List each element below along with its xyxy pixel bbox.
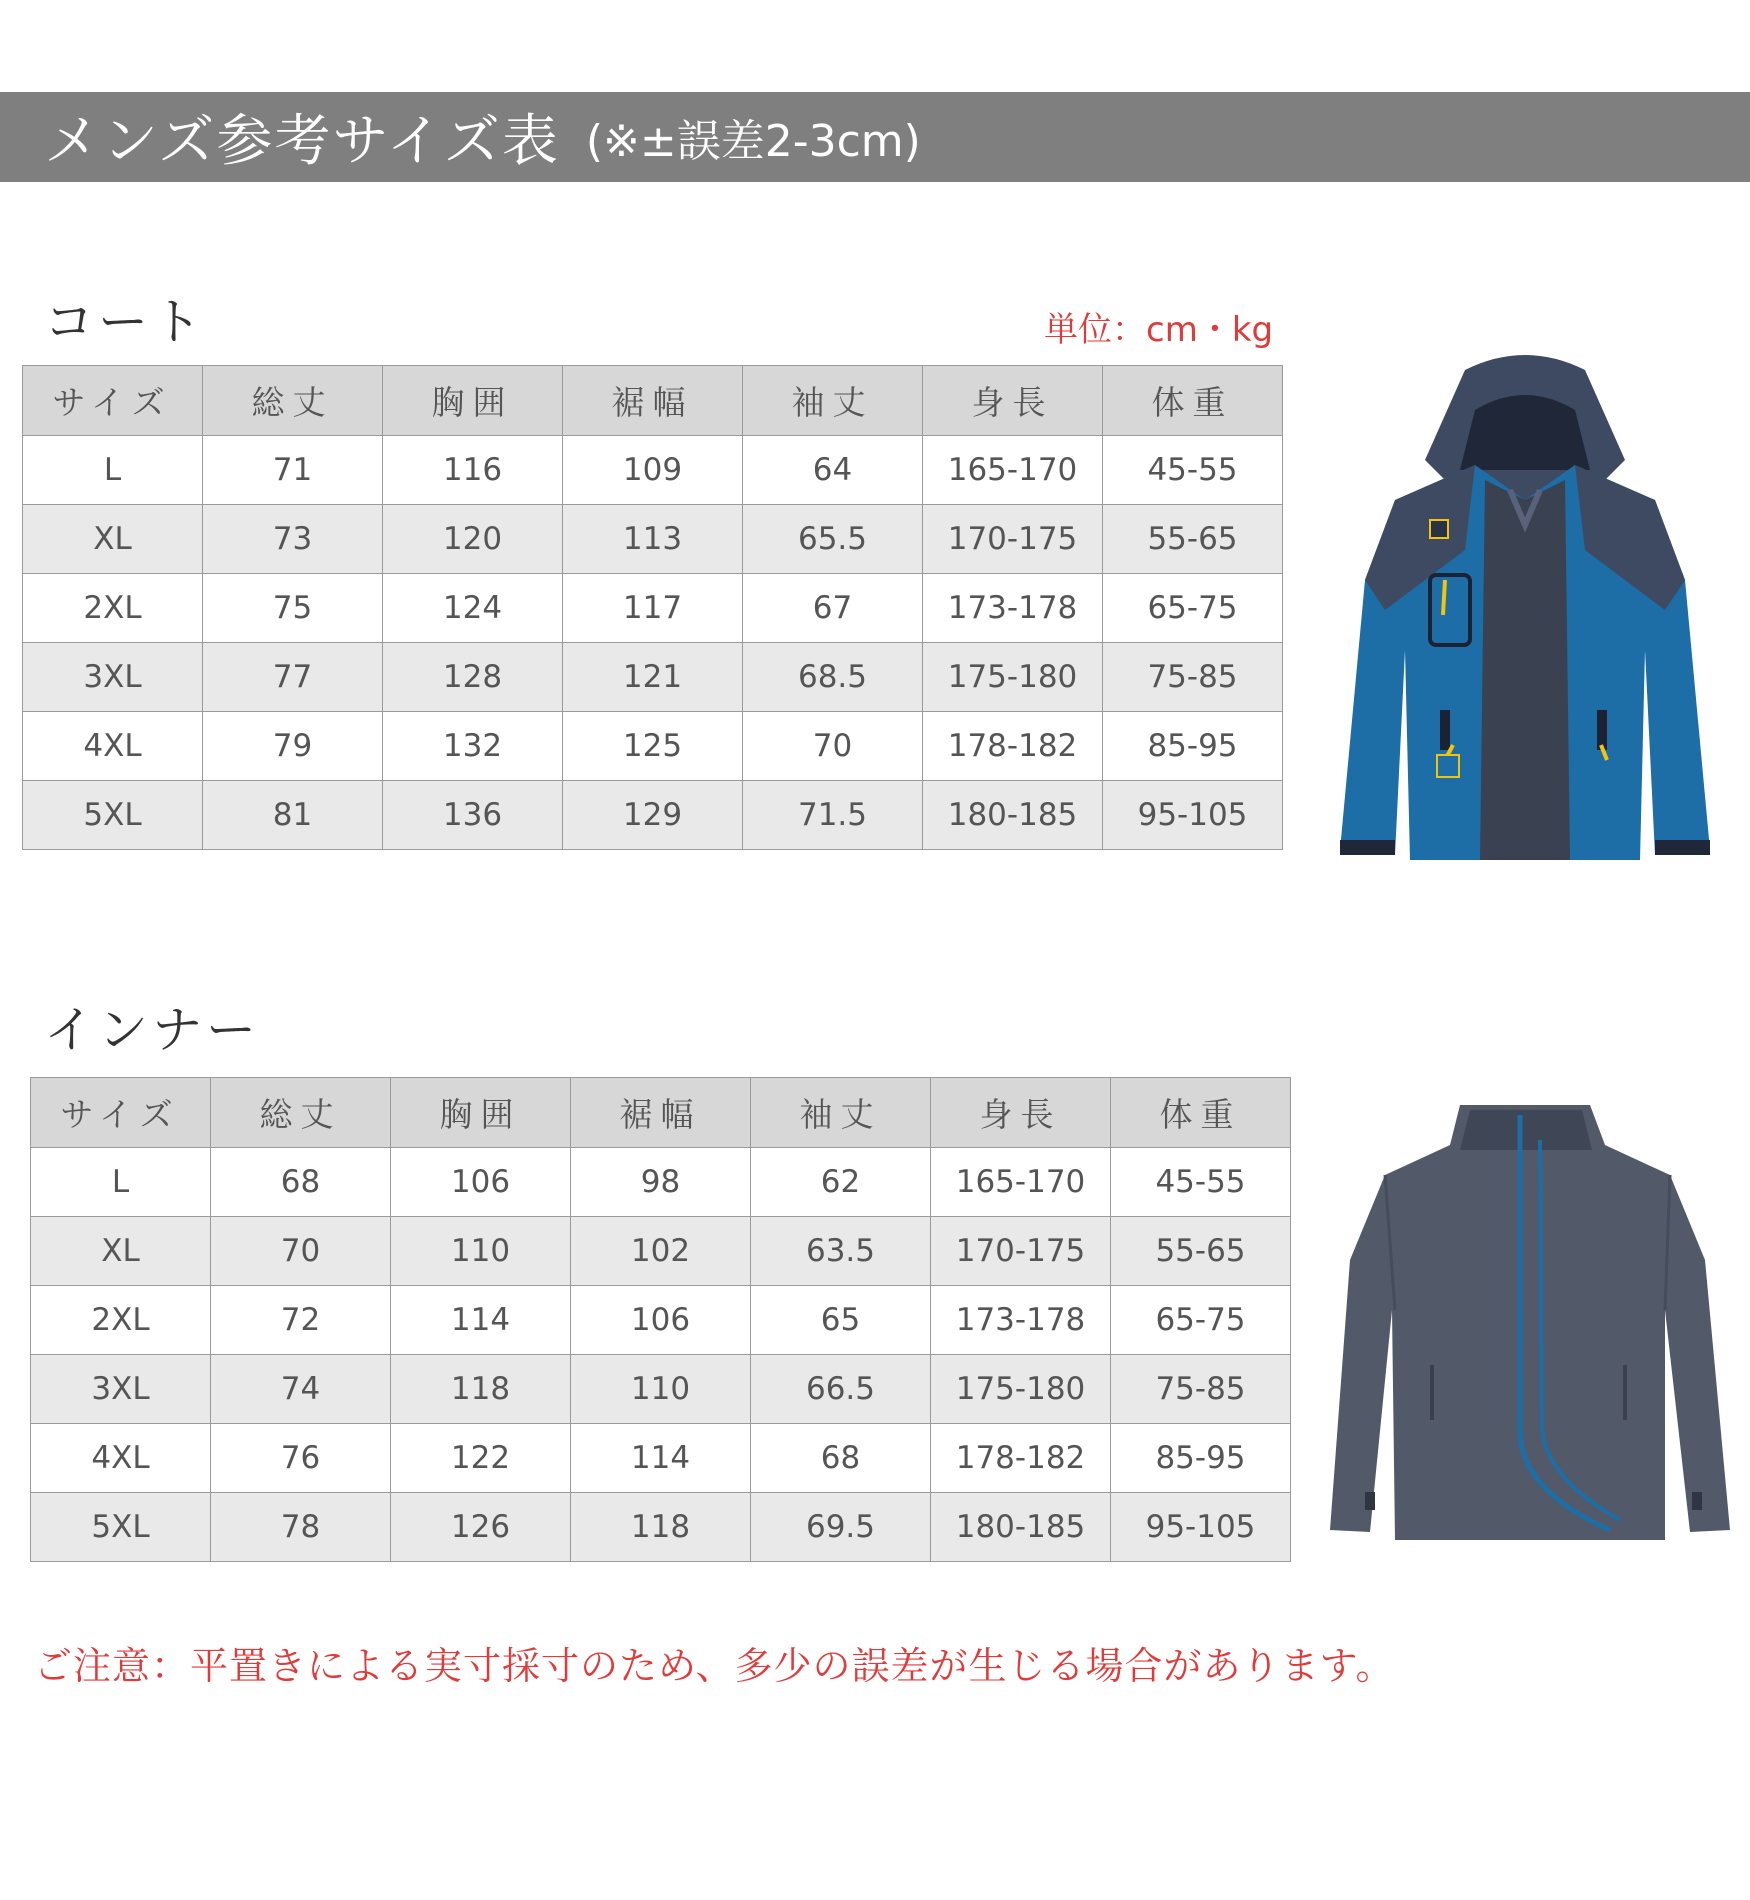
table-cell: 67 [743, 574, 923, 643]
table-cell: 114 [391, 1286, 571, 1355]
table-cell: 65 [751, 1286, 931, 1355]
table-cell: 2XL [23, 574, 203, 643]
table-cell: 68 [751, 1424, 931, 1493]
column-header: 袖丈 [743, 366, 923, 436]
table-cell: 113 [563, 505, 743, 574]
table-cell: 68.5 [743, 643, 923, 712]
table-cell: 68 [211, 1148, 391, 1217]
table-row [31, 1493, 1291, 1562]
table-cell: 129 [563, 781, 743, 850]
unit-label: 単位：cm・kg [1044, 310, 1274, 350]
column-header: 身長 [931, 1078, 1111, 1148]
table-cell: 75 [203, 574, 383, 643]
table-cell: 2XL [31, 1286, 211, 1355]
table-row [23, 781, 1283, 850]
table-cell: 180-185 [923, 781, 1103, 850]
table-cell: 165-170 [923, 436, 1103, 505]
table-row [23, 436, 1283, 505]
table-cell: 95-105 [1103, 781, 1283, 850]
table-header-row [31, 1078, 1291, 1148]
table-row [31, 1286, 1291, 1355]
column-header: 裾幅 [563, 366, 743, 436]
column-header: 袖丈 [751, 1078, 931, 1148]
table-cell: 121 [563, 643, 743, 712]
table-cell: 65.5 [743, 505, 923, 574]
table-cell: 126 [391, 1493, 571, 1562]
table-cell: 180-185 [931, 1493, 1111, 1562]
table-cell: 65-75 [1103, 574, 1283, 643]
column-header: 体重 [1103, 366, 1283, 436]
tolerance-note: (※±誤差2-3cm) [585, 116, 921, 167]
table-cell: 73 [203, 505, 383, 574]
coat-section-title: コート [44, 293, 206, 351]
table-cell: 75-85 [1103, 643, 1283, 712]
table-cell: 5XL [31, 1493, 211, 1562]
table-cell: 178-182 [931, 1424, 1111, 1493]
table-cell: 118 [571, 1493, 751, 1562]
table-cell: 125 [563, 712, 743, 781]
gray-fleece-jacket-icon [1320, 1100, 1740, 1545]
table-cell: 74 [211, 1355, 391, 1424]
inner-section-title: インナー [44, 1001, 260, 1059]
table-cell: L [31, 1148, 211, 1217]
table-cell: 95-105 [1111, 1493, 1291, 1562]
table-cell: 4XL [31, 1424, 211, 1493]
table-row [23, 574, 1283, 643]
notice-text: ご注意：平置きによる実寸採寸のため、多少の誤差が生じる場合があります。 [34, 1644, 1395, 1688]
table-cell: 102 [571, 1217, 751, 1286]
column-header: 胸囲 [391, 1078, 571, 1148]
column-header: サイズ [23, 366, 203, 436]
table-cell: 55-65 [1111, 1217, 1291, 1286]
table-row [23, 643, 1283, 712]
table-cell: 117 [563, 574, 743, 643]
table-cell: 66.5 [751, 1355, 931, 1424]
column-header: サイズ [31, 1078, 211, 1148]
table-cell: 124 [383, 574, 563, 643]
table-cell: 77 [203, 643, 383, 712]
table-cell: 122 [391, 1424, 571, 1493]
table-cell: 70 [211, 1217, 391, 1286]
table-cell: 110 [571, 1355, 751, 1424]
inner-size-table [30, 1077, 1291, 1562]
table-cell: 5XL [23, 781, 203, 850]
table-cell: 72 [211, 1286, 391, 1355]
table-row [31, 1217, 1291, 1286]
table-cell: 85-95 [1103, 712, 1283, 781]
table-row [23, 505, 1283, 574]
table-cell: 173-178 [923, 574, 1103, 643]
table-cell: 98 [571, 1148, 751, 1217]
table-cell: 62 [751, 1148, 931, 1217]
header-banner [0, 92, 1750, 182]
table-cell: 128 [383, 643, 563, 712]
table-row [23, 712, 1283, 781]
column-header: 胸囲 [383, 366, 563, 436]
table-cell: 63.5 [751, 1217, 931, 1286]
table-cell: L [23, 436, 203, 505]
table-cell: 118 [391, 1355, 571, 1424]
table-cell: 71.5 [743, 781, 923, 850]
column-header: 総丈 [211, 1078, 391, 1148]
column-header: 体重 [1111, 1078, 1291, 1148]
table-cell: 75-85 [1111, 1355, 1291, 1424]
table-cell: 70 [743, 712, 923, 781]
table-row [31, 1148, 1291, 1217]
table-cell: 116 [383, 436, 563, 505]
page-title: メンズ参考サイズ表 [44, 109, 560, 174]
table-cell: 106 [571, 1286, 751, 1355]
table-cell: 76 [211, 1424, 391, 1493]
table-cell: 175-180 [931, 1355, 1111, 1424]
coat-size-table [22, 365, 1283, 850]
table-cell: 3XL [31, 1355, 211, 1424]
table-cell: 85-95 [1111, 1424, 1291, 1493]
table-cell: 45-55 [1111, 1148, 1291, 1217]
table-cell: XL [23, 505, 203, 574]
table-cell: 4XL [23, 712, 203, 781]
column-header: 裾幅 [571, 1078, 751, 1148]
table-cell: 71 [203, 436, 383, 505]
table-cell: 78 [211, 1493, 391, 1562]
table-cell: 65-75 [1111, 1286, 1291, 1355]
table-cell: 175-180 [923, 643, 1103, 712]
table-cell: 45-55 [1103, 436, 1283, 505]
table-cell: 110 [391, 1217, 571, 1286]
table-cell: 136 [383, 781, 563, 850]
table-row [31, 1355, 1291, 1424]
table-cell: 3XL [23, 643, 203, 712]
table-cell: 64 [743, 436, 923, 505]
table-cell: 170-175 [931, 1217, 1111, 1286]
column-header: 総丈 [203, 366, 383, 436]
table-cell: 55-65 [1103, 505, 1283, 574]
blue-hooded-jacket-icon [1325, 350, 1725, 870]
table-cell: 69.5 [751, 1493, 931, 1562]
table-cell: 170-175 [923, 505, 1103, 574]
table-cell: 173-178 [931, 1286, 1111, 1355]
table-cell: 178-182 [923, 712, 1103, 781]
table-cell: 81 [203, 781, 383, 850]
table-cell: 79 [203, 712, 383, 781]
table-cell: 132 [383, 712, 563, 781]
table-cell: 120 [383, 505, 563, 574]
table-cell: 109 [563, 436, 743, 505]
table-cell: XL [31, 1217, 211, 1286]
table-cell: 165-170 [931, 1148, 1111, 1217]
table-row [31, 1424, 1291, 1493]
table-cell: 106 [391, 1148, 571, 1217]
table-cell: 114 [571, 1424, 751, 1493]
column-header: 身長 [923, 366, 1103, 436]
table-header-row [23, 366, 1283, 436]
